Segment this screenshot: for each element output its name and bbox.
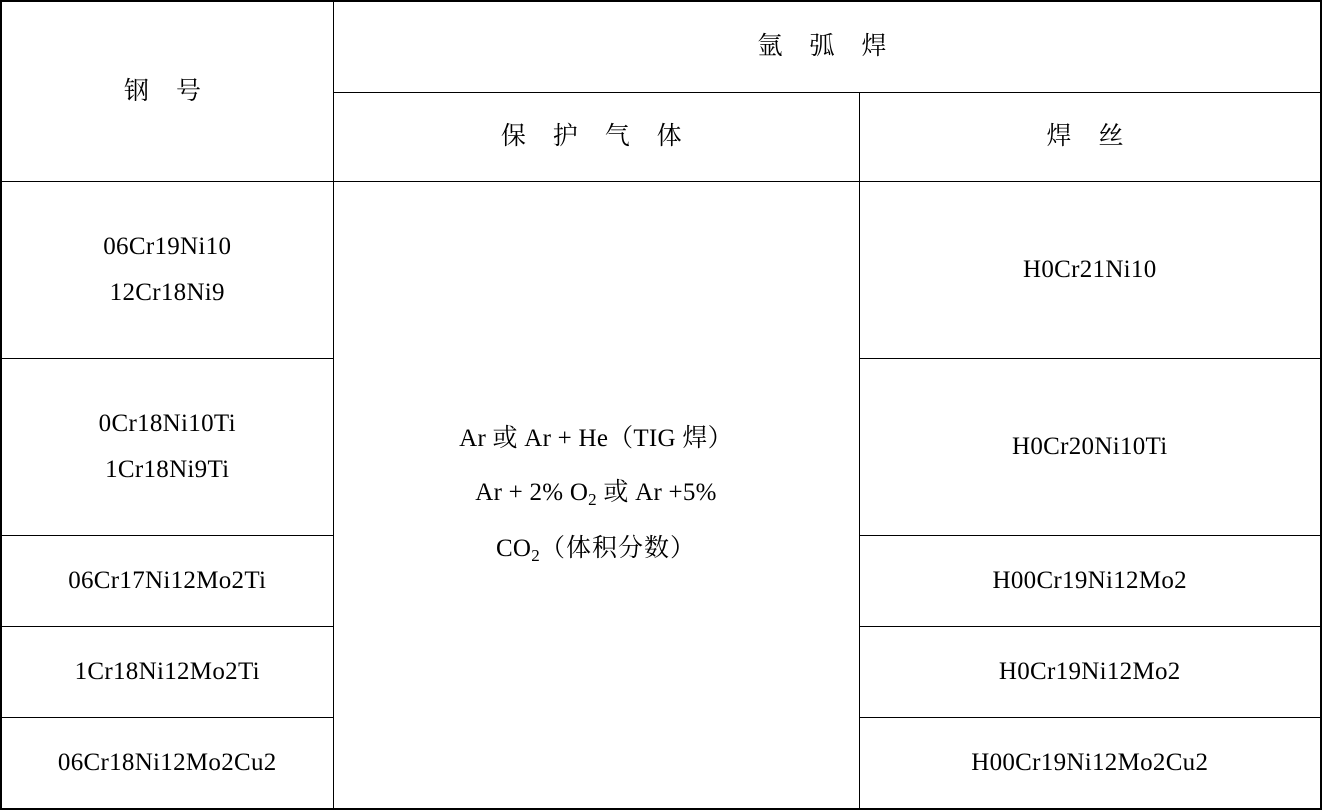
welding-wire-cell [859,181,1321,358]
shield-gas-line-2-pre: Ar + 2% O [475,479,589,507]
steel-grade-cell [1,718,333,809]
shield-gas-line-2-post: 或 Ar +5% [596,479,717,507]
steel-grade-value: 1Cr18Ni12Mo2Ti [74,658,260,686]
table-header-row-top [1,1,1321,92]
welding-wire-cell [859,536,1321,627]
shield-gas-line-3-post: （体积分数） [539,533,696,563]
steel-grade-value: 06Cr18Ni12Mo2Cu2 [57,749,277,777]
shield-gas-line-3-sub: 2 [531,546,540,566]
welding-wire-value: H0Cr19Ni12Mo2 [998,658,1181,686]
welding-wire-cell [859,718,1321,809]
welding-wire-cell [859,627,1321,718]
welding-wire-value: H0Cr20Ni10Ti [1012,432,1168,460]
steel-grade-value: 0Cr18Ni10Ti [98,409,236,437]
header-welding-wire [859,92,1321,181]
shield-gas-line-2-sub: 2 [588,489,597,509]
header-welding-wire-label: 焊 丝 [1046,121,1133,151]
header-shield-gas [333,92,859,181]
shield-gas-line-2 [340,475,853,512]
table-row [1,181,1321,358]
welding-wire-value: H0Cr21Ni10 [1022,255,1157,283]
welding-wire-cell [859,358,1321,535]
shield-gas-line-1: Ar 或 Ar + He（TIG 焊） [459,424,733,452]
steel-grade-value: 06Cr19Ni10 [103,232,232,260]
welding-wire-value: H00Cr19Ni12Mo2 [992,567,1187,595]
steel-grade-cell [1,627,333,718]
shield-gas-line-3-pre: CO [496,535,532,563]
steel-grade-value: 12Cr18Ni9 [109,278,225,306]
steel-grade-value: 06Cr17Ni12Mo2Ti [68,567,267,595]
header-process-group [333,1,1321,92]
header-shield-gas-label: 保 护 气 体 [500,121,692,151]
shield-gas-line-3 [340,530,853,568]
steel-grade-value: 1Cr18Ni9Ti [105,456,230,483]
steel-grade-cell [1,536,333,627]
welding-wire-value: H00Cr19Ni12Mo2Cu2 [971,749,1209,777]
shield-gas-cell [333,181,859,809]
header-steel-grade-label: 钢 号 [124,75,211,105]
header-process-group-label: 氩 弧 焊 [757,31,896,61]
steel-grade-cell [1,358,333,535]
header-steel-grade [1,1,333,181]
steel-grade-cell [1,181,333,358]
